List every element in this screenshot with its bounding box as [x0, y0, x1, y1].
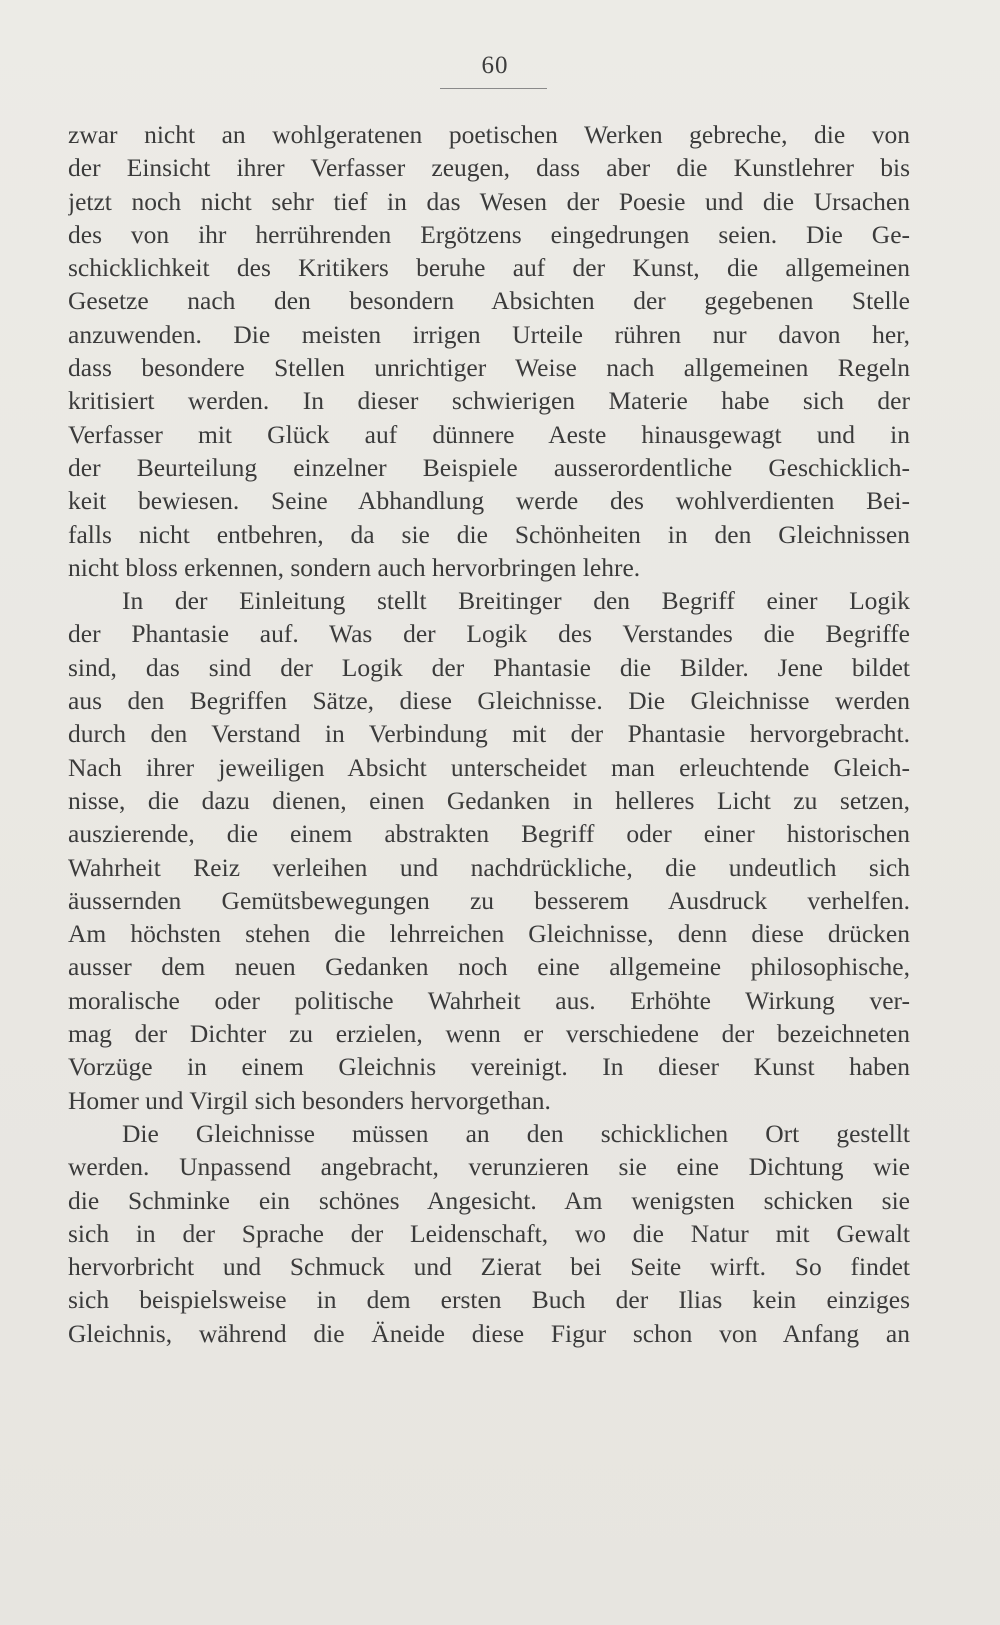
- text-line: zwar nicht an wohlgeratenen poetischen Werken gebreche, die von: [68, 120, 910, 149]
- body-text: [68, 118, 910, 1350]
- text-line: moralische oder politische Wahrheit aus. Erhöhte Wirkung ver-: [68, 985, 910, 1015]
- text-line: mag der Dichter zu erzielen, wenn er verschiedene der bezeichneten: [68, 1019, 910, 1049]
- page-number-rule: [440, 88, 547, 89]
- text-line: Am höchsten stehen die lehrreichen Gleichnisse, denn diese drücken: [68, 919, 910, 949]
- text-line: der Phantasie auf. Was der Logik des Verstandes die Begriffe: [68, 619, 910, 649]
- text-line: dass besondere Stellen unrichtiger Weise nach allgemeinen Regeln: [68, 353, 910, 383]
- text-line: falls nicht entbehren, da sie die Schönheiten in den Gleichnissen: [68, 519, 910, 549]
- text-line: durch den Verstand in Verbindung mit der Phantasie hervorgebracht.: [68, 719, 910, 749]
- text-line: Gleichnis, während die Äneide diese Figur schon von Anfang an: [68, 1318, 910, 1348]
- text-line: Homer und Virgil sich besonders hervorgethan.: [68, 1085, 551, 1115]
- text-line: Verfasser mit Glück auf dünnere Aeste hinausgewagt und in: [68, 419, 910, 449]
- text-line: Nach ihrer jeweiligen Absicht unterscheidet man erleuchtende Gleich-: [68, 752, 910, 782]
- text-line: anzuwenden. Die meisten irrigen Urteile rühren nur davon her,: [68, 319, 910, 349]
- text-line: nicht bloss erkennen, sondern auch hervorbringen lehre.: [68, 552, 641, 582]
- text-line: der Einsicht ihrer Verfasser zeugen, dass aber die Kunstlehrer bis: [68, 153, 910, 183]
- text-line: auszierende, die einem abstrakten Begriff oder einer historischen: [68, 819, 910, 849]
- text-line: werden. Unpassend angebracht, verunzieren sie eine Dichtung wie: [68, 1152, 910, 1182]
- text-line: nisse, die dazu dienen, einen Gedanken in helleres Licht zu setzen,: [68, 785, 910, 815]
- text-line: sich in der Sprache der Leidenschaft, wo die Natur mit Gewalt: [68, 1218, 910, 1248]
- text-line: aus den Begriffen Sätze, diese Gleichnisse. Die Gleichnisse werden: [68, 686, 910, 716]
- text-line: Gesetze nach den besondern Absichten der gegebenen Stelle: [68, 286, 910, 316]
- text-line: sind, das sind der Logik der Phantasie die Bilder. Jene bildet: [68, 652, 910, 682]
- text-line: Vorzüge in einem Gleichnis vereinigt. In dieser Kunst haben: [68, 1052, 910, 1082]
- text-line: Wahrheit Reiz verleihen und nachdrückliche, die undeutlich sich: [68, 852, 910, 882]
- text-line: die Schminke ein schönes Angesicht. Am wenigsten schicken sie: [68, 1185, 910, 1215]
- text-line: keit bewiesen. Seine Abhandlung werde des wohlverdienten Bei-: [68, 486, 910, 516]
- text-line: In der Einleitung stellt Breitinger den Begriff einer Logik: [122, 586, 910, 616]
- text-line: jetzt noch nicht sehr tief in das Wesen der Poesie und die Ursachen: [68, 186, 910, 216]
- text-line: kritisiert werden. In dieser schwierigen Materie habe sich der: [68, 386, 910, 416]
- text-line: sich beispielsweise in dem ersten Buch der Ilias kein einziges: [68, 1285, 910, 1315]
- text-line: der Beurteilung einzelner Beispiele ausserordentliche Geschicklich-: [68, 452, 910, 482]
- text-line: äussernden Gemütsbewegungen zu besserem Ausdruck verhelfen.: [68, 885, 910, 915]
- text-line: des von ihr herrührenden Ergötzens eingedrungen seien. Die Ge-: [68, 219, 910, 249]
- page-number: 60: [481, 52, 509, 79]
- text-line: hervorbricht und Schmuck und Zierat bei Seite wirft. So findet: [68, 1252, 910, 1282]
- text-line: ausser dem neuen Gedanken noch eine allgemeine philosophische,: [68, 952, 910, 982]
- text-line: Die Gleichnisse müssen an den schicklichen Ort gestellt: [122, 1118, 910, 1148]
- text-line: schicklichkeit des Kritikers beruhe auf der Kunst, die allgemeinen: [68, 253, 910, 283]
